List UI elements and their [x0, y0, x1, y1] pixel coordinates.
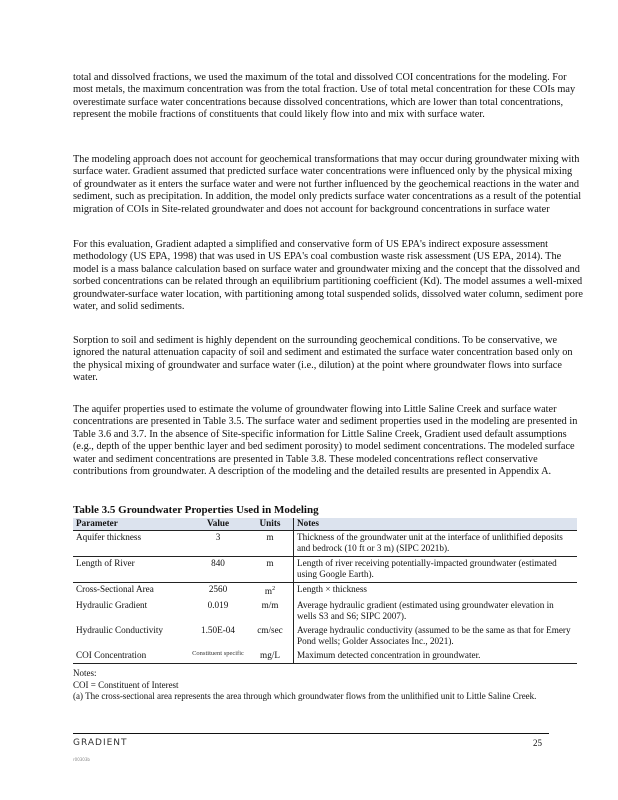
- groundwater-properties-table: [73, 518, 577, 664]
- cell-units: cm/sec: [257, 624, 283, 635]
- body-paragraph: total and dissolved fractions, we used the maximum of the total and dissolved COI concentrations for the modeling. For most metals, the maximum concentration was from the total fraction. Use of total metal concentration for these COIs may overestimate surface water concentrations because dissolved concentrations, which are lower than total concentrations, represent the mobile fractions of constituents that could likely flow into and mix with surface water.: [73, 72, 576, 121]
- cell-units: [247, 582, 294, 598]
- cell-units: mg/L: [247, 649, 294, 663]
- header-parameter: Parameter: [73, 518, 189, 530]
- cell-value: 3: [189, 530, 247, 556]
- cell-units: m: [247, 530, 294, 556]
- cell-parameter: Hydraulic Conductivity: [76, 624, 164, 635]
- header-notes: Notes: [294, 518, 578, 530]
- page-number: 25: [533, 738, 542, 748]
- table-header-row: [73, 518, 577, 530]
- cell-value: 840: [189, 556, 247, 582]
- document-code: r00303b: [73, 757, 90, 762]
- cell-parameter: Length of River: [73, 556, 189, 582]
- table-caption: Table 3.5 Groundwater Properties Used in Modeling: [73, 504, 319, 516]
- table-row: [73, 624, 577, 649]
- cell-units: m/m: [261, 599, 279, 610]
- cell-units: m: [247, 556, 294, 582]
- cell-notes: Maximum detected concentration in groundwater.: [294, 649, 578, 663]
- cell-parameter: Hydraulic Gradient: [76, 599, 148, 610]
- table-row: [73, 530, 577, 556]
- cell-parameter: Cross-Sectional Area: [76, 583, 154, 594]
- cell-value: Constituent specific: [189, 649, 247, 663]
- gradient-logo: GRADIENT: [73, 738, 128, 748]
- note-abbreviation: COI = Constituent of Interest: [73, 679, 179, 690]
- cell-notes: Thickness of the groundwater unit at the interface of unlithified deposits and bedrock (10 ft or 3 m) (SIPC 2021b).: [294, 530, 578, 556]
- body-paragraph: The aquifer properties used to estimate the volume of groundwater flowing into Little Saline Creek and surface water concentrations are presented in Table 3.5. The surface water and sediment properties used in the modeling are presented in Table 3.6 and 3.7. In the absence of Site-specific information for Little Saline Creek, Gradient used default assumptions (e.g., depth of the upper benthic layer and bed sediment porosity) to model sediment concentrations. The modeled surface water and sediment concentrations are presented in Table 3.8. These modeled concentrations reflect conservative contributions from groundwater. A description of the modeling and the detailed results are presented in Appendix A.: [73, 404, 578, 478]
- header-value: Value: [189, 518, 247, 530]
- table-row: [73, 649, 577, 663]
- notes-heading: Notes:: [73, 668, 97, 678]
- cell-value: 2560: [208, 583, 228, 594]
- table-row: [73, 556, 577, 582]
- header-units: Units: [247, 518, 294, 530]
- body-paragraph: For this evaluation, Gradient adapted a simplified and conservative form of US EPA's indirect exposure assessment methodology (US EPA, 1998) that was used in US EPA's coal combustion waste risk assessment (US EPA, 2014). The model is a mass balance calculation based on surface water and groundwater mixing and the concept that the dissolved and sorbed concentrations can be related through an equilibrium partitioning coefficient (Kd). The model assumes a well-mixed groundwater-surface water location, with partitioning among total suspended solids, dissolved water column, sediment pore water, and solid sediments.: [73, 239, 583, 313]
- cell-parameter: COI Concentration: [73, 649, 189, 663]
- footer-divider: [73, 733, 549, 734]
- cell-notes: Average hydraulic gradient (estimated using groundwater elevation in wells S3 and S6; SIPC 2007).: [294, 599, 578, 624]
- cell-notes: Length of river receiving potentially-impacted groundwater (estimated using Google Earth).: [294, 556, 578, 582]
- table-row: [73, 599, 577, 624]
- cell-notes: Average hydraulic conductivity (assumed to be the same as that for Emery Pond wells; Golder Associates Inc., 2021).: [294, 624, 578, 649]
- body-paragraph: The modeling approach does not account for geochemical transformations that may occur during groundwater mixing with surface water. Gradient assumed that predicted surface water concentrations were influenced only by the physical mixing of groundwater as it enters the surface water and were not further influenced by the geochemical reactions in the water and sediment, such as precipitation. In addition, the model only predicts surface water concentrations as a result of the potential migration of COIs in Site-related groundwater and does not account for background concentrations in surface water: [73, 154, 582, 215]
- cell-notes: Length × thickness: [294, 582, 578, 598]
- cell-parameter: Aquifer thickness: [73, 530, 189, 556]
- cell-value: 1.50E-04: [201, 624, 235, 635]
- note-a: (a) The cross-sectional area represents the area through which groundwater flows from the unlithified unit to Little Saline Creek.: [73, 691, 537, 701]
- cell-value: 0.019: [207, 599, 229, 610]
- body-paragraph: Sorption to soil and sediment is highly dependent on the surrounding geochemical conditions. To be conservative, we ignored the natural attenuation capacity of soil and sediment and estimated the surface water concentration based only on the physical mixing of groundwater and surface water (i.e., dilution) at the point where groundwater flows into surface water.: [73, 335, 573, 384]
- units-superscript: 2: [272, 585, 276, 592]
- table-notes: [73, 668, 536, 703]
- table-row: [73, 582, 577, 598]
- units-text: m: [264, 586, 273, 597]
